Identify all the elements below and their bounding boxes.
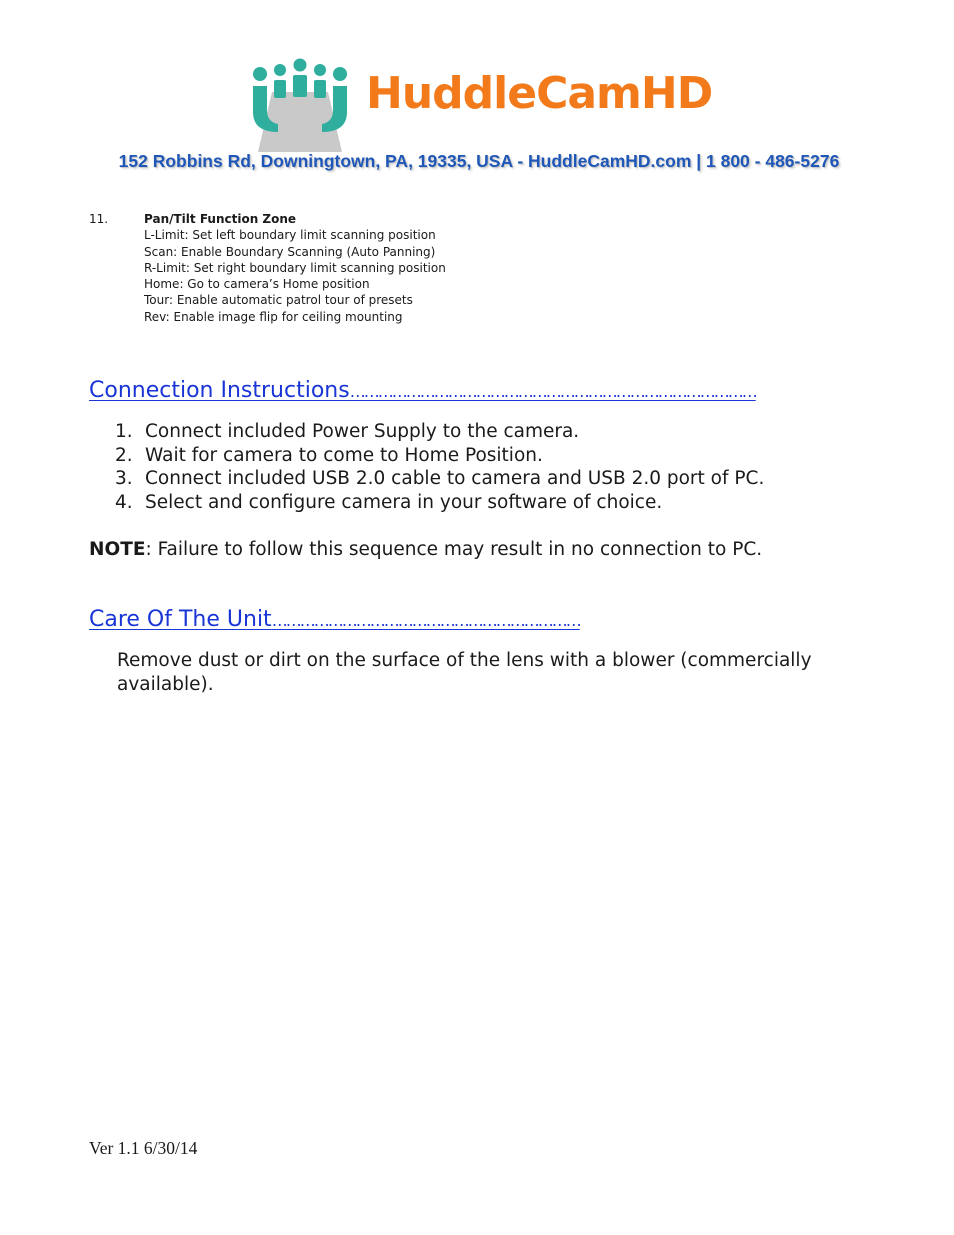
care-text: Remove dust or dirt on the surface of the lens with a blower (commercially available).	[117, 650, 812, 695]
list-item	[115, 491, 764, 515]
brand-name: HuddleCamHD	[366, 68, 713, 119]
heading-text: Connection Instructions	[89, 378, 350, 403]
list-item	[115, 467, 764, 491]
item-line: Rev: Enable image flip for ceiling mounting	[144, 309, 403, 324]
item-line: L-Limit: Set left boundary limit scanning position	[144, 228, 436, 243]
list-item	[115, 420, 764, 444]
heading-leader: ……………………………………………………………………………	[349, 382, 756, 401]
item-title: Pan/Tilt Function Zone	[144, 212, 297, 226]
step-text: Connect included Power Supply to the camera.	[145, 421, 580, 442]
connection-instructions-heading[interactable]	[89, 377, 869, 406]
note-text: : Failure to follow this sequence may result in no connection to PC.	[145, 539, 763, 560]
step-number: 1.	[115, 421, 133, 442]
heading-leader: …………………………………………………………	[271, 611, 580, 630]
list-item	[115, 444, 764, 468]
note	[89, 538, 762, 562]
item-body	[144, 211, 446, 325]
version-label: Ver 1.1 6/30/14	[89, 1138, 198, 1158]
care-of-unit-heading[interactable]	[89, 606, 649, 635]
item-number: 11.	[89, 212, 109, 226]
item-line: R-Limit: Set right boundary limit scanning position	[144, 260, 446, 275]
item-line: Tour: Enable automatic patrol tour of presets	[144, 293, 413, 308]
step-number: 4.	[115, 491, 133, 513]
brand-logo	[240, 52, 730, 152]
step-number: 2.	[115, 444, 133, 466]
step-number: 3.	[115, 468, 133, 490]
step-text: Select and configure camera in your software of choice.	[145, 491, 663, 513]
huddlecam-logo-icon	[240, 52, 360, 152]
connection-steps	[115, 420, 764, 514]
address-line: 152 Robbins Rd, Downingtown, PA, 19335, USA - HuddleCamHD.com | 1 800 - 486-5276	[118, 151, 840, 171]
heading-text: Care Of The Unit	[89, 607, 272, 632]
step-text: Connect included USB 2.0 cable to camera and USB 2.0 port of PC.	[145, 468, 765, 490]
step-text: Wait for camera to come to Home Position.	[145, 444, 543, 466]
item-line: Scan: Enable Boundary Scanning (Auto Panning)	[144, 244, 436, 259]
note-label: NOTE	[89, 539, 146, 560]
item-line: Home: Go to camera’s Home position	[144, 277, 370, 292]
